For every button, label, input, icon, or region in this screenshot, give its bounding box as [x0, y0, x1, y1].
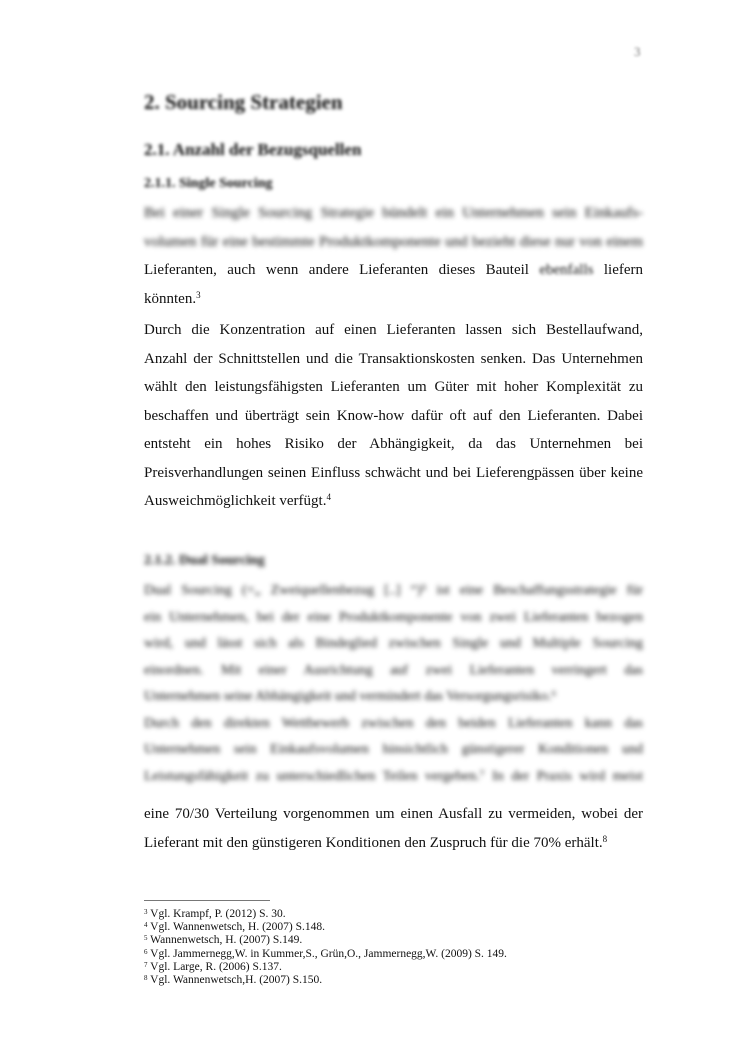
footnote-ref: 3: [196, 289, 201, 300]
text-line: Unternehmen sein Einkaufsvolumen hinsichtlich günstigerer Konditionen und: [144, 742, 643, 757]
dual-sourcing-paragraph-blurred: [144, 578, 643, 790]
text-line: Lieferant mit den günstigeren Konditionen den Zuspruch für die 70% erhält.$^8$: [144, 833, 608, 851]
text-line: Durch die Konzentration auf einen Lieferanten lassen sich Bestellaufwand,: [144, 322, 643, 338]
single-sourcing-paragraph: [144, 199, 643, 313]
footnote: $^8$ Vgl. Wannenwetsch,H. (2007) S.150.: [144, 974, 323, 987]
text-line: eine 70/30 Verteilung vorgenommen um einen Ausfall zu vermeiden, wobei der: [144, 806, 643, 822]
text-line: ein Unternehmen, bei der eine Produktkomponente von zwei Lieferanten bezogen: [144, 609, 643, 625]
footnote: $^6$ Vgl. Jammernegg,W. in Kummer,S., Grün,O., Jammernegg,W. (2009) S. 149.: [144, 947, 507, 960]
footnote: $^4$ Vgl. Wannenwetsch, H. (2007) S.148.: [144, 921, 326, 934]
dual-sourcing-paragraph-visible: [144, 800, 643, 857]
text-line: beschaffen und überträgt sein Know-how dafür oft auf den Lieferanten. Dabei: [144, 407, 643, 424]
heading-number-of-sources: 2.1. Anzahl der Bezugsquellen: [144, 140, 362, 159]
footnote: $^7$ Vgl. Large, R. (2006) S.137.: [144, 960, 282, 973]
heading-sourcing-strategies: 2. Sourcing Strategien: [144, 90, 343, 114]
page-number: 3: [634, 44, 641, 59]
text-line: könnten.$^3$: [144, 289, 201, 307]
footnote: $^5$ Wannenwetsch, H. (2007) S.149.: [144, 934, 303, 947]
text-line: entsteht ein hohes Risiko der Abhängigkeit, da das Unternehmen bei: [144, 436, 643, 452]
heading-single-sourcing: 2.1.1. Single Sourcing: [144, 176, 273, 191]
text-line: volumen für eine bestimmte Produktkomponente und bezieht diese nur von einem: [144, 233, 643, 250]
text-line: Preisverhandlungen seinen Einfluss schwächt und bei Lieferengpässen über keine: [144, 464, 643, 481]
text-line: wird, und lässt sich als Bindeglied zwischen Single und Multiple Sourcing: [144, 636, 643, 651]
text-line: einordnen. Mit einer Ausrichtung auf zwei Lieferanten verringert das: [144, 662, 643, 678]
text-line: Lieferanten, auch wenn andere Lieferanten dieses Bauteil ebenfalls liefern: [144, 262, 643, 278]
text-line: Leistungsfähigkeit zu unterschiedlichen Teilen vergeben.⁷ In der Praxis wird meist: [144, 768, 643, 784]
text-line: Durch den direkten Wettbewerb zwischen den beiden Lieferanten kann das: [144, 715, 643, 731]
footnote-ref: 4: [326, 492, 331, 502]
single-sourcing-paragraph-2: [144, 316, 643, 516]
footnote: $^3$ Vgl. Krampf, P. (2012) S. 30.: [144, 908, 286, 920]
text-line: Anzahl der Schnittstellen und die Transaktionskosten senken. Das Unternehmen: [144, 350, 643, 367]
footnotes: [144, 908, 507, 987]
text-line: Dual Sourcing (=„ Zweiquellenbezug [..] “)⁵ ist eine Beschaffungsstrategie für: [144, 583, 643, 598]
footnote-separator: [144, 900, 270, 901]
text-line: wählt den leistungsfähigsten Lieferanten um Güter mit hoher Komplexität zu: [144, 379, 643, 395]
heading-dual-sourcing: 2.1.2. Dual Sourcing: [144, 553, 265, 568]
text-line: Unternehmen seine Abhängigkeit und vermindert das Versorgungsrisiko.⁶: [144, 689, 557, 704]
text-line: Ausweichmöglichkeit verfügt.$^4$: [144, 492, 331, 509]
text-line: Bei einer Single Sourcing Strategie bündelt ein Unternehmen sein Einkaufs-: [144, 205, 643, 221]
footnote-ref: 8: [602, 833, 608, 844]
